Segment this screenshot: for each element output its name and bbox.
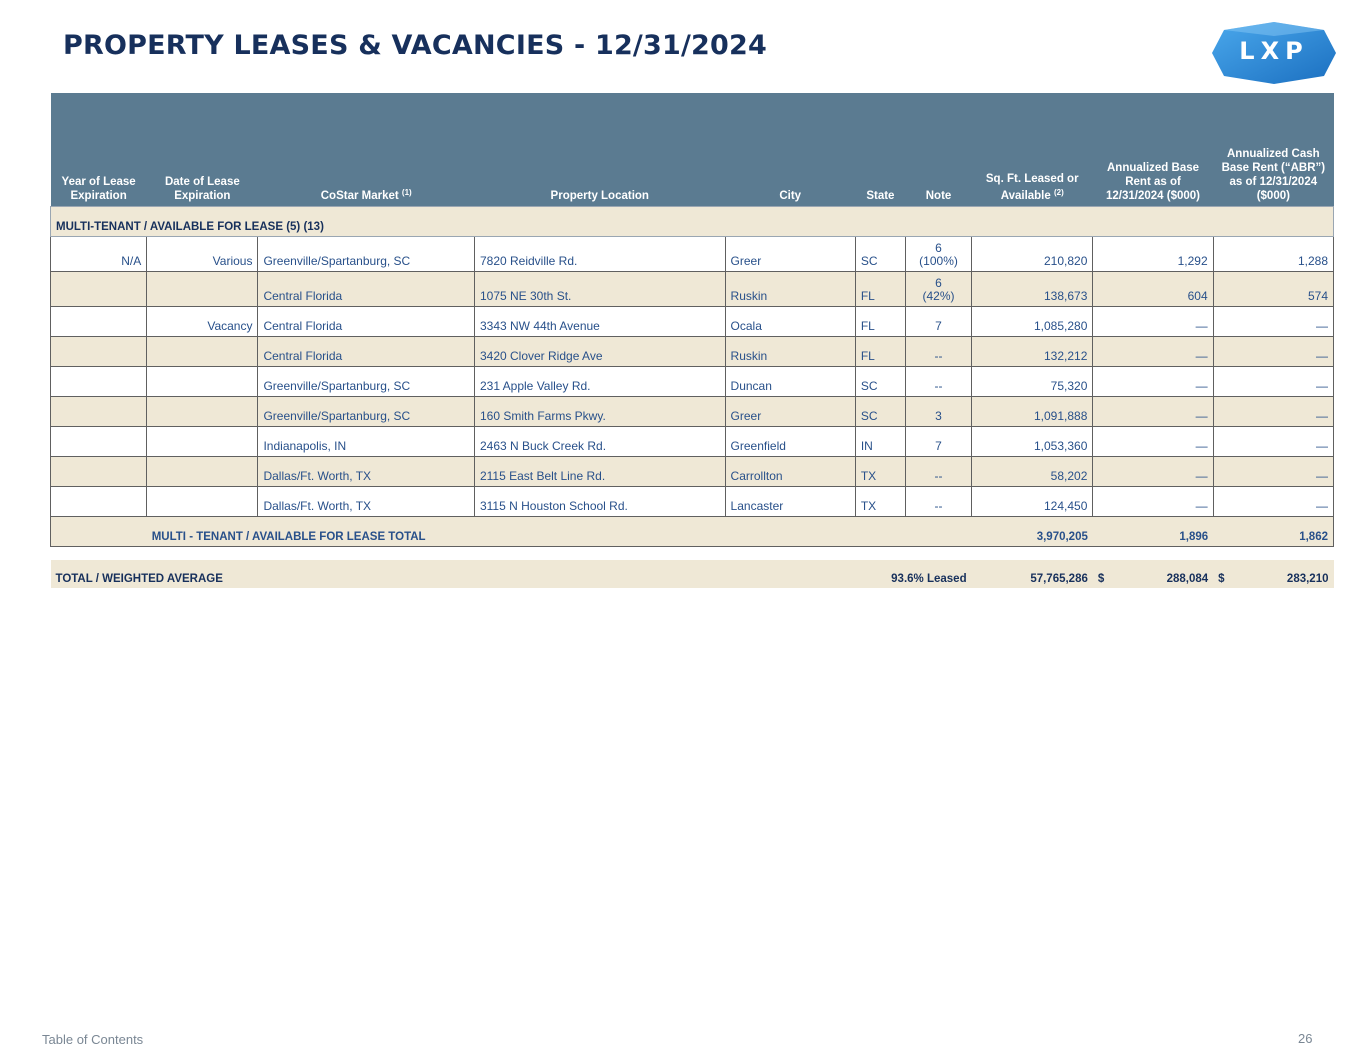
- col-year-header: Year of Lease Expiration: [51, 93, 147, 207]
- table-row: [51, 457, 1334, 487]
- cell-sqft: 1,091,888: [972, 397, 1093, 427]
- cell-sqft: 210,820: [972, 237, 1093, 272]
- cell-cash-abr: 574: [1213, 272, 1333, 307]
- total-leased: 93.6% Leased: [855, 560, 971, 588]
- cell-market: Greenville/Spartanburg, SC: [258, 237, 475, 272]
- col-note-header: Note: [905, 93, 971, 207]
- cell-city: Greer: [725, 237, 855, 272]
- cell-market: Central Florida: [258, 272, 475, 307]
- cell-state: SC: [855, 237, 905, 272]
- cell-abr: —: [1093, 397, 1213, 427]
- cell-sqft: 1,085,280: [972, 307, 1093, 337]
- cell-abr: 604: [1093, 272, 1213, 307]
- cell-note: --: [905, 457, 971, 487]
- cell-location: 2115 East Belt Line Rd.: [474, 457, 725, 487]
- col-abr-header: Annualized Base Rent as of 12/31/2024 ($000): [1093, 93, 1213, 207]
- subtotal-label: MULTI - TENANT / AVAILABLE FOR LEASE TOTAL: [147, 517, 972, 547]
- cell-cash-abr: —: [1213, 427, 1333, 457]
- cell-city: Greenfield: [725, 427, 855, 457]
- cell-market: Central Florida: [258, 307, 475, 337]
- cell-state: FL: [855, 337, 905, 367]
- cell-date: Various: [147, 237, 258, 272]
- cell-note: --: [905, 367, 971, 397]
- cell-year: [51, 307, 147, 337]
- cell-sqft: 132,212: [972, 337, 1093, 367]
- cell-location: 3343 NW 44th Avenue: [474, 307, 725, 337]
- cell-location: 1075 NE 30th St.: [474, 272, 725, 307]
- cell-sqft: 138,673: [972, 272, 1093, 307]
- cell-city: Ruskin: [725, 337, 855, 367]
- cell-note: 7: [905, 307, 971, 337]
- col-state-header: State: [855, 93, 905, 207]
- cell-city: Duncan: [725, 367, 855, 397]
- subtotal-cash-abr: 1,862: [1213, 517, 1333, 547]
- cell-cash-abr: —: [1213, 337, 1333, 367]
- cell-note: 6 (100%): [905, 237, 971, 272]
- cell-year: N/A: [51, 237, 147, 272]
- cell-abr: —: [1093, 487, 1213, 517]
- table-row: [51, 367, 1334, 397]
- cell-cash-abr: 1,288: [1213, 237, 1333, 272]
- col-location-header: Property Location: [474, 93, 725, 207]
- cell-city: Greer: [725, 397, 855, 427]
- cell-date: [147, 272, 258, 307]
- cell-location: 160 Smith Farms Pkwy.: [474, 397, 725, 427]
- cell-state: SC: [855, 397, 905, 427]
- cell-year: [51, 457, 147, 487]
- cell-date: [147, 427, 258, 457]
- cell-state: FL: [855, 272, 905, 307]
- cell-date: [147, 367, 258, 397]
- cell-market: Dallas/Ft. Worth, TX: [258, 487, 475, 517]
- section-title: MULTI-TENANT / AVAILABLE FOR LEASE (5) (13): [51, 207, 1334, 237]
- cell-city: Ocala: [725, 307, 855, 337]
- cell-date: [147, 397, 258, 427]
- cell-market: Indianapolis, IN: [258, 427, 475, 457]
- cell-year: [51, 337, 147, 367]
- subtotal-sqft: 3,970,205: [972, 517, 1093, 547]
- cell-year: [51, 397, 147, 427]
- total-row: [51, 560, 1334, 588]
- cell-cash-abr: —: [1213, 457, 1333, 487]
- cell-note: 7: [905, 427, 971, 457]
- cell-date: [147, 487, 258, 517]
- currency-symbol: $: [1218, 573, 1225, 585]
- total-sqft: 57,765,286: [972, 560, 1093, 588]
- cell-note: --: [905, 337, 971, 367]
- total-label: TOTAL / WEIGHTED AVERAGE: [51, 560, 856, 588]
- cell-sqft: 1,053,360: [972, 427, 1093, 457]
- cell-sqft: 58,202: [972, 457, 1093, 487]
- cell-market: Dallas/Ft. Worth, TX: [258, 457, 475, 487]
- cell-year: [51, 272, 147, 307]
- cell-cash-abr: —: [1213, 367, 1333, 397]
- cell-location: 3115 N Houston School Rd.: [474, 487, 725, 517]
- section-row: [51, 207, 1334, 237]
- cell-date: [147, 457, 258, 487]
- cell-market: Greenville/Spartanburg, SC: [258, 397, 475, 427]
- table-row: [51, 272, 1334, 307]
- table-row: [51, 337, 1334, 367]
- cell-note: 3: [905, 397, 971, 427]
- subtotal-row: [51, 517, 1334, 547]
- total-cash-abr: $ 283,210: [1213, 560, 1333, 588]
- table-row: [51, 237, 1334, 272]
- cell-abr: —: [1093, 337, 1213, 367]
- cell-location: 231 Apple Valley Rd.: [474, 367, 725, 397]
- col-city-header: City: [725, 93, 855, 207]
- table-row: [51, 487, 1334, 517]
- cell-market: Greenville/Spartanburg, SC: [258, 367, 475, 397]
- cell-location: 7820 Reidville Rd.: [474, 237, 725, 272]
- cell-state: TX: [855, 487, 905, 517]
- cell-abr: —: [1093, 457, 1213, 487]
- cell-city: Ruskin: [725, 272, 855, 307]
- col-market-header: CoStar Market $^{(1)}$: [258, 93, 475, 207]
- cell-sqft: 75,320: [972, 367, 1093, 397]
- col-cash-abr-header: Annualized Cash Base Rent (“ABR”) as of 12/31/2024 ($000): [1213, 93, 1333, 207]
- cell-abr: 1,292: [1093, 237, 1213, 272]
- cell-year: [51, 367, 147, 397]
- table-of-contents-link[interactable]: Table of Contents: [42, 1032, 144, 1047]
- cell-state: IN: [855, 427, 905, 457]
- cell-date: Vacancy: [147, 307, 258, 337]
- cell-state: FL: [855, 307, 905, 337]
- table-row: [51, 307, 1334, 337]
- cell-note: --: [905, 487, 971, 517]
- cell-abr: —: [1093, 307, 1213, 337]
- cell-year: [51, 427, 147, 457]
- currency-symbol: $: [1097, 573, 1105, 585]
- company-logo: [1210, 22, 1338, 84]
- subtotal-abr: 1,896: [1093, 517, 1213, 547]
- table-row: [51, 427, 1334, 457]
- logo-text: LXP: [1239, 37, 1309, 65]
- cell-cash-abr: —: [1213, 307, 1333, 337]
- leases-table: [50, 93, 1334, 588]
- cell-location: 3420 Clover Ridge Ave: [474, 337, 725, 367]
- table-row: [51, 397, 1334, 427]
- col-sqft-header: Sq. Ft. Leased or Available $^{(2)}$: [972, 93, 1093, 207]
- total-abr: $ 288,084: [1093, 560, 1213, 588]
- col-date-header: Date of Lease Expiration: [147, 93, 258, 207]
- cell-abr: —: [1093, 367, 1213, 397]
- cell-city: Carrollton: [725, 457, 855, 487]
- cell-location: 2463 N Buck Creek Rd.: [474, 427, 725, 457]
- cell-abr: —: [1093, 427, 1213, 457]
- cell-cash-abr: —: [1213, 487, 1333, 517]
- header-row: [51, 93, 1334, 207]
- cell-year: [51, 487, 147, 517]
- cell-note: 6 (42%): [905, 272, 971, 307]
- cell-date: [147, 337, 258, 367]
- page-title: PROPERTY LEASES & VACANCIES - 12/31/2024: [63, 30, 767, 61]
- cell-market: Central Florida: [258, 337, 475, 367]
- page-number: 26: [1298, 1031, 1313, 1046]
- cell-sqft: 124,450: [972, 487, 1093, 517]
- cell-city: Lancaster: [725, 487, 855, 517]
- cell-state: SC: [855, 367, 905, 397]
- cell-cash-abr: —: [1213, 397, 1333, 427]
- cell-state: TX: [855, 457, 905, 487]
